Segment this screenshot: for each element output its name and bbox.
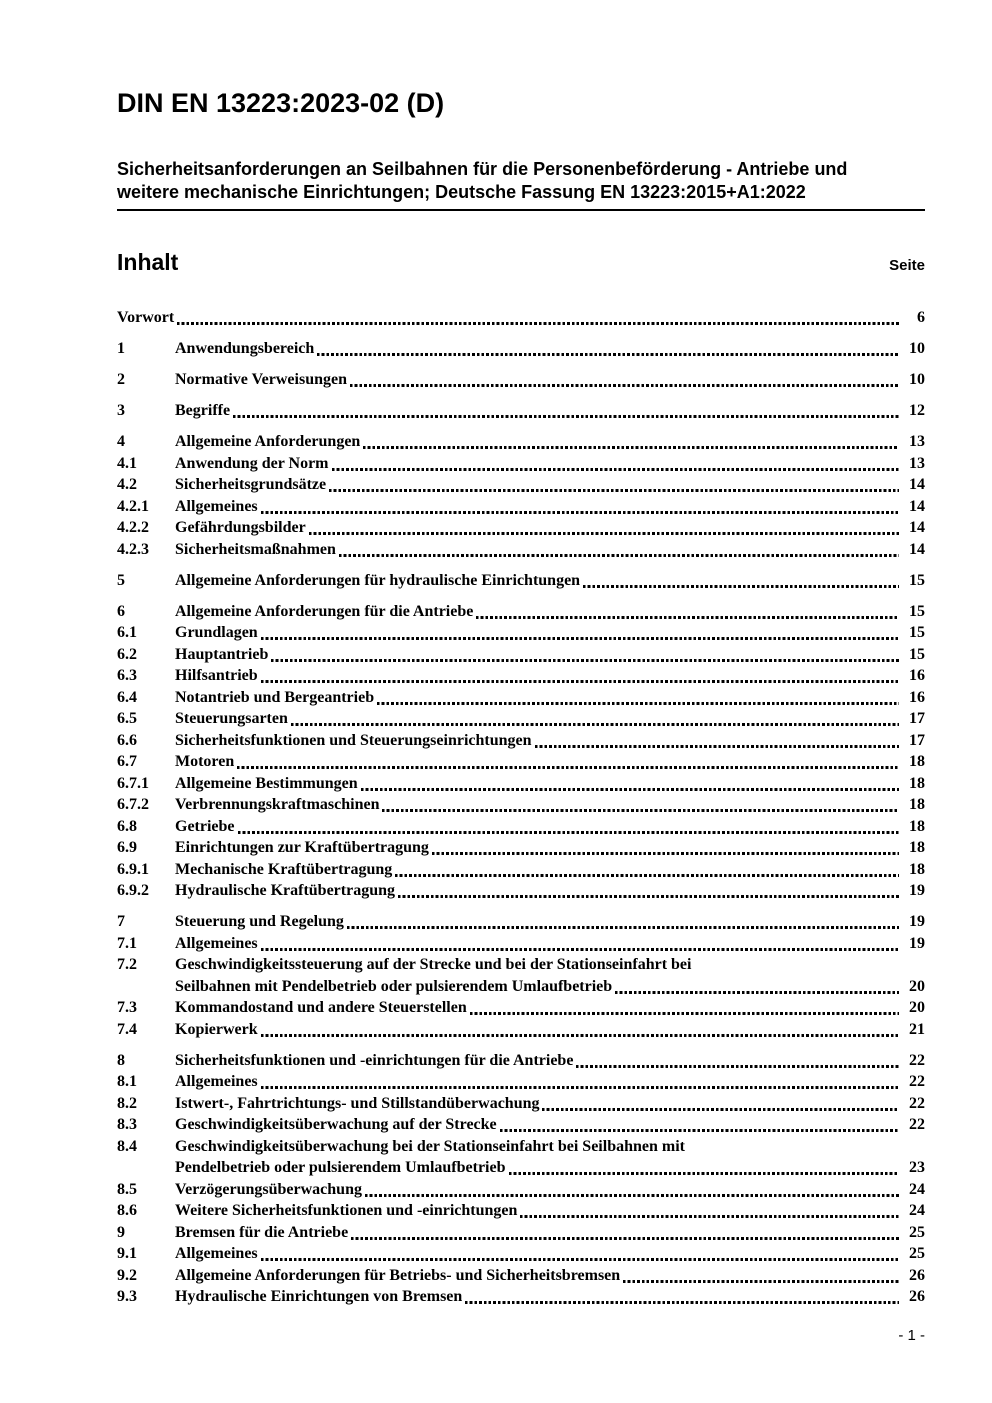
toc-entry-body	[175, 400, 925, 422]
toc-entry-number: 6.1	[117, 624, 137, 641]
toc-entry-number: 6.9.1	[117, 860, 149, 878]
toc-entry-line	[175, 976, 925, 998]
toc-entry-line	[175, 1093, 925, 1115]
toc-entry	[117, 837, 925, 859]
toc-entry-number: 3	[117, 402, 125, 419]
toc-entry-number: 9	[117, 1223, 125, 1241]
toc-entry-title: Allgemeines	[175, 1245, 258, 1262]
toc-entry	[117, 517, 925, 539]
toc-entry-line	[175, 474, 925, 496]
toc-entry-line	[175, 1157, 925, 1179]
toc-entry-body	[175, 880, 925, 902]
dot-leader	[344, 911, 901, 933]
toc-entry	[117, 730, 925, 752]
toc-entry-line	[175, 837, 925, 859]
dot-leader	[473, 601, 901, 623]
toc-entry-page: 14	[909, 519, 925, 536]
toc-entry-line	[175, 431, 925, 453]
toc-entry	[117, 369, 925, 391]
toc-entry	[117, 601, 925, 623]
toc-entry	[117, 1136, 925, 1179]
toc-entry-body	[175, 1200, 925, 1222]
toc-entry-body	[175, 997, 925, 1019]
toc-entry-title: Grundlagen	[175, 624, 258, 641]
toc-entry-body	[175, 1222, 925, 1244]
toc-entry-number: 4.2.3	[117, 540, 149, 558]
toc-entry-page: 10	[909, 371, 925, 388]
toc-entry-line	[175, 517, 925, 539]
toc-entry	[117, 997, 925, 1019]
toc-entry-page: 24	[909, 1180, 925, 1198]
toc-entry-body	[175, 1136, 925, 1179]
toc-entry-number: 7.1	[117, 934, 137, 952]
dot-leader	[314, 338, 901, 360]
dot-leader	[362, 1179, 901, 1201]
toc-entry-line	[175, 1265, 925, 1287]
toc-entry-title-line2: Pendelbetrieb oder pulsierendem Umlaufbetrieb	[175, 1159, 506, 1176]
toc-entry-number: 8.6	[117, 1202, 137, 1219]
toc-entry-line	[175, 622, 925, 644]
toc-entry	[117, 1093, 925, 1115]
toc-entry-number: 4	[117, 433, 125, 450]
toc-entry-title: Gefährdungsbilder	[175, 519, 306, 536]
toc-entry-page: 15	[909, 571, 925, 589]
toc-entry-number: 6.7.1	[117, 774, 149, 792]
toc-entry-body	[175, 1243, 925, 1265]
toc-entry-title: Verbrennungskraftmaschinen	[175, 796, 380, 813]
toc-entry-page: 18	[909, 796, 925, 813]
toc-entry-number: 6.9.2	[117, 882, 149, 899]
toc-entry-number: 6.2	[117, 645, 137, 663]
toc-entry-body	[175, 338, 925, 360]
toc-entry-line	[175, 453, 925, 475]
toc-entry-body	[175, 1050, 925, 1072]
dot-leader	[358, 773, 901, 795]
toc-entry-number: 7.2	[117, 956, 137, 973]
toc-entry-title: Kopierwerk	[175, 1020, 258, 1038]
toc-entry-title: Einrichtungen zur Kraftübertragung	[175, 839, 429, 856]
toc-entry-body	[175, 687, 925, 709]
dot-leader	[620, 1265, 901, 1287]
toc-entry-title: Kommandostand und andere Steuerstellen	[175, 999, 467, 1016]
toc-entry-number: 8.2	[117, 1094, 137, 1112]
dot-leader	[329, 453, 902, 475]
toc-entry-line	[175, 730, 925, 752]
toc-entry-page: 14	[909, 540, 925, 558]
toc-entry-line	[175, 601, 925, 623]
toc-entry-body	[175, 1179, 925, 1201]
toc-entry	[117, 570, 925, 592]
toc-entry-page: 19	[909, 882, 925, 899]
toc-entry-title: Notantrieb und Bergeantrieb	[175, 688, 375, 706]
toc-entry	[117, 794, 925, 816]
toc-entry-page: 13	[909, 433, 925, 450]
toc-entry-body	[175, 644, 925, 666]
toc-entry	[117, 1050, 925, 1072]
toc-entry	[117, 644, 925, 666]
toc-entry	[117, 687, 925, 709]
toc-entry-number: 7.4	[117, 1020, 137, 1038]
toc-entry-number: 6.9	[117, 839, 137, 856]
dot-leader	[612, 976, 901, 998]
toc-entry-line	[175, 400, 925, 422]
dot-leader	[258, 1071, 901, 1093]
dot-leader	[374, 687, 901, 709]
toc-entry-page: 12	[909, 402, 925, 419]
toc-entry	[117, 880, 925, 902]
toc-entry-page: 14	[909, 476, 925, 493]
dot-leader	[360, 431, 901, 453]
toc-entry-line	[175, 1050, 925, 1072]
toc-entry-page: 22	[909, 1073, 925, 1090]
dot-leader	[174, 307, 901, 329]
toc-entry-number: 8.4	[117, 1137, 137, 1155]
toc-entry-title: Allgemeines	[175, 1073, 258, 1090]
toc-entry-line	[175, 859, 925, 881]
toc-entry-line	[175, 880, 925, 902]
toc-heading: Inhalt	[117, 249, 179, 275]
dot-leader	[336, 539, 901, 561]
toc-entry-body	[175, 859, 925, 881]
dot-leader	[258, 622, 901, 644]
toc-entry-page: 15	[909, 645, 925, 663]
doc-title-line2: weitere mechanische Einrichtungen; Deutsche Fassung EN 13223:2015+A1:2022	[117, 182, 806, 202]
toc-entry-body	[175, 496, 925, 518]
toc-entry-number: 6.6	[117, 731, 137, 749]
dot-leader	[258, 1019, 901, 1041]
toc-entry-page: 22	[909, 1051, 925, 1069]
toc-entry-number: 8.1	[117, 1073, 137, 1090]
toc-entry	[117, 1071, 925, 1093]
toc-entry	[117, 1200, 925, 1222]
dot-leader	[379, 794, 901, 816]
toc-entry-line	[175, 773, 925, 795]
toc-entry-line	[175, 644, 925, 666]
toc-entry-number: 7	[117, 913, 125, 930]
toc-entry	[117, 400, 925, 422]
toc-entry-title: Allgemeine Anforderungen für Betriebs- und Sicherheitsbremsen	[175, 1266, 621, 1284]
toc-entry-line	[175, 1200, 925, 1222]
dot-leader	[580, 570, 901, 592]
toc-entry-number: 4.2.2	[117, 519, 149, 536]
toc-entry-number: 2	[117, 371, 125, 388]
toc-entry-page: 18	[909, 774, 925, 792]
toc-entry-body	[175, 1093, 925, 1115]
toc-entry-body	[175, 730, 925, 752]
toc-entry-number: 5	[117, 571, 125, 589]
toc-entry-line	[175, 665, 925, 687]
toc-entry	[117, 816, 925, 838]
toc-entry	[117, 539, 925, 561]
toc-entry	[117, 1286, 925, 1308]
toc-entry-body	[175, 539, 925, 561]
toc-entry-title: Geschwindigkeitssteuerung auf der Strecke und bei der Stationseinfahrt bei	[175, 956, 692, 973]
toc-entry-number: 4.2.1	[117, 497, 149, 515]
dot-leader	[258, 665, 901, 687]
toc-entry-body	[175, 708, 925, 730]
toc-entry-page: 16	[909, 667, 925, 684]
dot-leader	[532, 730, 901, 752]
toc-entry-number: 9.1	[117, 1245, 137, 1262]
toc-entry-number: 8	[117, 1051, 125, 1069]
toc-entry-line	[175, 1114, 925, 1136]
dot-leader	[467, 997, 901, 1019]
dot-leader	[326, 474, 901, 496]
toc-entry-number: 4.1	[117, 454, 137, 472]
toc-entry	[117, 474, 925, 496]
toc-entry-title: Sicherheitsfunktionen und Steuerungseinrichtungen	[175, 731, 532, 749]
dot-leader	[258, 496, 901, 518]
toc-entry-body	[175, 794, 925, 816]
toc-entry-page: 18	[909, 753, 925, 770]
toc-entry-title: Steuerung und Regelung	[175, 913, 344, 930]
toc-entry-title: Verzögerungsüberwachung	[175, 1180, 362, 1198]
toc-entry-number: 8.3	[117, 1116, 137, 1133]
toc-entry	[117, 1179, 925, 1201]
toc-entry-title: Anwendungsbereich	[175, 340, 315, 357]
dot-leader	[573, 1050, 901, 1072]
toc-entry-title: Anwendung der Norm	[175, 454, 329, 472]
toc-entry	[117, 751, 925, 773]
toc-entry-title: Hilfsantrieb	[175, 667, 258, 684]
toc-entry-page: 20	[909, 977, 925, 995]
toc-entry-number: 6.4	[117, 688, 137, 706]
toc-entry-page: 15	[909, 624, 925, 641]
toc-entry-body	[175, 1114, 925, 1136]
toc-entry-page: 23	[909, 1159, 925, 1176]
toc-entry-line	[175, 1071, 925, 1093]
toc-entry-title: Hydraulische Einrichtungen von Bremsen	[175, 1288, 463, 1305]
toc-entry-title: Istwert-, Fahrtrichtungs- und Stillstandüberwachung	[175, 1094, 540, 1112]
toc-entry-title: Begriffe	[175, 402, 231, 419]
toc-entry-line	[175, 539, 925, 561]
dot-leader	[517, 1200, 901, 1222]
dot-leader	[235, 816, 901, 838]
toc-entry-number: 6.3	[117, 667, 137, 684]
toc-list	[117, 307, 925, 1308]
toc-entry-page: 16	[909, 688, 925, 706]
toc-entry-line	[175, 816, 925, 838]
toc-entry	[117, 708, 925, 730]
toc-entry-number: 6	[117, 602, 125, 620]
page-number-footer: - 1 -	[898, 1327, 925, 1344]
toc-entry-body	[175, 453, 925, 475]
toc-entry-line	[175, 708, 925, 730]
toc-entry-page: 20	[909, 999, 925, 1016]
toc-entry-title: Allgemeines	[175, 497, 258, 515]
toc-entry-body	[175, 837, 925, 859]
toc-header	[117, 249, 925, 276]
dot-leader	[258, 933, 901, 955]
toc-entry	[117, 1114, 925, 1136]
toc-entry-body	[175, 570, 925, 592]
toc-entry-title-line2: Seilbahnen mit Pendelbetrieb oder pulsierendem Umlaufbetrieb	[175, 977, 613, 995]
toc-entry-number: 6.7	[117, 753, 137, 770]
toc-entry-line	[175, 911, 925, 933]
dot-leader	[230, 400, 901, 422]
dot-leader	[497, 1114, 901, 1136]
toc-entry	[117, 954, 925, 997]
toc-entry-title: Sicherheitsfunktionen und -einrichtungen für die Antriebe	[175, 1051, 574, 1069]
toc-page-label: Seite	[889, 257, 925, 274]
toc-entry-title: Allgemeine Anforderungen	[175, 433, 361, 450]
toc-entry	[117, 933, 925, 955]
toc-entry-page: 17	[909, 731, 925, 749]
dot-leader	[539, 1093, 901, 1115]
toc-entry-body	[175, 933, 925, 955]
toc-entry-line	[175, 1179, 925, 1201]
toc-entry-title: Allgemeine Anforderungen für die Antriebe	[175, 602, 474, 620]
toc-entry-title: Allgemeine Bestimmungen	[175, 774, 358, 792]
toc-entry-line	[175, 338, 925, 360]
toc-entry-body	[175, 665, 925, 687]
toc-entry-page: 13	[909, 454, 925, 472]
toc-entry-number: 8.5	[117, 1180, 137, 1198]
toc-entry	[117, 911, 925, 933]
toc-entry	[117, 1265, 925, 1287]
toc-entry-page: 22	[909, 1116, 925, 1133]
toc-entry-page: 21	[909, 1020, 925, 1038]
toc-entry-number: 9.2	[117, 1266, 137, 1284]
toc-entry-title: Allgemeine Anforderungen für hydraulische Einrichtungen	[175, 571, 581, 589]
toc-entry-page: 18	[909, 817, 925, 835]
toc-entry-number: 7.3	[117, 999, 137, 1016]
toc-entry-body	[175, 474, 925, 496]
toc-entry	[117, 307, 925, 329]
doc-title-line1: Sicherheitsanforderungen an Seilbahnen für die Personenbeförderung - Antriebe und	[117, 159, 848, 179]
toc-entry-page: 25	[909, 1245, 925, 1262]
toc-entry-number: 6.8	[117, 817, 137, 835]
toc-entry-number: 4.2	[117, 476, 137, 493]
toc-entry-line	[175, 687, 925, 709]
toc-entry-body	[175, 1019, 925, 1041]
toc-entry-page: 18	[909, 839, 925, 856]
toc-entry-body	[175, 911, 925, 933]
toc-entry-title: Motoren	[175, 753, 235, 770]
dot-leader	[258, 1243, 901, 1265]
toc-entry-page: 6	[917, 309, 925, 326]
toc-entry-title: Sicherheitsmaßnahmen	[175, 540, 336, 558]
toc-entry-page: 22	[909, 1094, 925, 1112]
toc-entry-body	[175, 1286, 925, 1308]
toc-entry-body	[175, 369, 925, 391]
toc-entry-title: Geschwindigkeitsüberwachung auf der Strecke	[175, 1116, 497, 1133]
toc-entry-line	[175, 1019, 925, 1041]
toc-entry-page: 26	[909, 1266, 925, 1284]
toc-entry-title: Mechanische Kraftübertragung	[175, 860, 393, 878]
toc-entry	[117, 338, 925, 360]
toc-entry-page: 10	[909, 340, 925, 357]
toc-entry-line	[175, 751, 925, 773]
toc-entry-page: 17	[909, 710, 925, 727]
toc-entry-line	[175, 1286, 925, 1308]
toc-entry	[117, 773, 925, 795]
doc-number: DIN EN 13223:2023-02 (D)	[117, 88, 445, 118]
toc-entry-body	[175, 1071, 925, 1093]
toc-entry-title: Hauptantrieb	[175, 645, 269, 663]
toc-entry-body	[175, 773, 925, 795]
toc-entry-title: Vorwort	[117, 309, 175, 326]
toc-entry-title: Sicherheitsgrundsätze	[175, 476, 327, 493]
toc-entry-page: 15	[909, 602, 925, 620]
toc-entry-page: 26	[909, 1288, 925, 1305]
dot-leader	[395, 880, 901, 902]
dot-leader	[288, 708, 901, 730]
toc-entry-title: Steuerungsarten	[175, 710, 288, 727]
toc-entry-body	[175, 601, 925, 623]
toc-entry-page: 19	[909, 934, 925, 952]
dot-leader	[306, 517, 901, 539]
toc-entry	[117, 1222, 925, 1244]
dot-leader	[347, 369, 901, 391]
toc-entry-title: Weitere Sicherheitsfunktionen und -einrichtungen	[175, 1202, 518, 1219]
toc-entry-title: Getriebe	[175, 817, 235, 835]
toc-entry-number: 9.3	[117, 1288, 137, 1305]
toc-entry-line	[175, 369, 925, 391]
toc-entry-number: 6.5	[117, 710, 137, 727]
toc-entry-title: Hydraulische Kraftübertragung	[175, 882, 395, 899]
toc-entry	[117, 453, 925, 475]
toc-entry-line	[175, 933, 925, 955]
toc-entry-body	[175, 622, 925, 644]
toc-entry-line	[175, 997, 925, 1019]
toc-entry-body	[117, 307, 925, 329]
dot-leader	[506, 1157, 902, 1179]
toc-entry-title: Allgemeines	[175, 934, 258, 952]
toc-entry	[117, 1019, 925, 1041]
toc-entry	[117, 1243, 925, 1265]
toc-entry-number: 6.7.2	[117, 796, 149, 813]
toc-entry-line	[175, 1243, 925, 1265]
doc-title	[117, 158, 925, 211]
toc-entry-line	[175, 794, 925, 816]
toc-entry-title: Normative Verweisungen	[175, 371, 347, 388]
toc-entry-body	[175, 1265, 925, 1287]
toc-entry-page: 25	[909, 1223, 925, 1241]
toc-entry	[117, 622, 925, 644]
toc-entry	[117, 431, 925, 453]
dot-leader	[268, 644, 901, 666]
toc-entry-page: 18	[909, 860, 925, 878]
dot-leader	[348, 1222, 901, 1244]
toc-entry-page: 14	[909, 497, 925, 515]
toc-entry-body	[175, 954, 925, 997]
toc-entry-body	[175, 816, 925, 838]
dot-leader	[429, 837, 901, 859]
toc-entry-body	[175, 517, 925, 539]
toc-entry-line	[175, 1222, 925, 1244]
toc-entry-line	[175, 570, 925, 592]
toc-entry	[117, 859, 925, 881]
toc-entry-line	[175, 496, 925, 518]
dot-leader	[462, 1286, 901, 1308]
dot-leader	[392, 859, 901, 881]
toc-entry-number: 1	[117, 340, 125, 357]
toc-entry-body	[175, 751, 925, 773]
toc-entry-title: Bremsen für die Antriebe	[175, 1223, 349, 1241]
toc-entry	[117, 496, 925, 518]
dot-leader	[234, 751, 901, 773]
toc-entry	[117, 665, 925, 687]
toc-entry-page: 19	[909, 913, 925, 930]
toc-entry-title: Geschwindigkeitsüberwachung bei der Stationseinfahrt bei Seilbahnen mit	[175, 1137, 685, 1155]
toc-entry-body	[175, 431, 925, 453]
toc-entry-page: 24	[909, 1202, 925, 1219]
toc-entry-line	[117, 307, 925, 329]
